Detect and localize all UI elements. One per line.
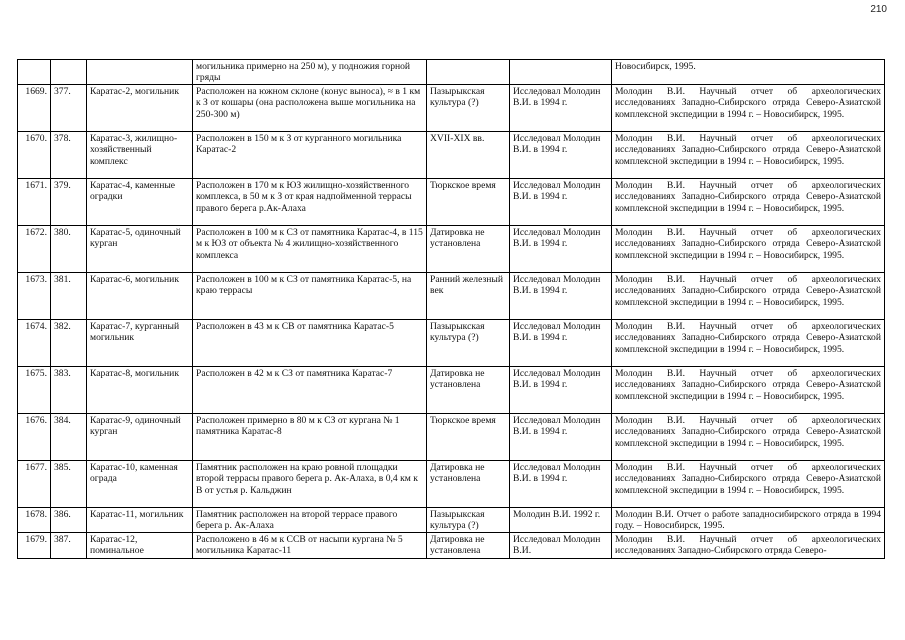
monument-period: Ранний железный век (427, 273, 510, 320)
monument-source: Молодин В.И. Отчет о работе западносибирского отряда в 1994 году. – Новосибирск, 1995. (612, 508, 885, 533)
monument-name: Каратас-10, каменная ограда (87, 461, 193, 508)
row-number: 1671. (18, 179, 51, 226)
row-index: 383. (51, 367, 87, 414)
monument-period: XVII-XIX вв. (427, 132, 510, 179)
monument-explorer: Исследовал Молодин В.И. в 1994 г. (510, 179, 612, 226)
monument-period: Датировка не установлена (427, 226, 510, 273)
monument-location: Памятник расположен на краю ровной площадки второй террасы правого берега р. Ак-Алаха, в 0,4 км к В от устья р. Кальджин (193, 461, 427, 508)
row-index: 386. (51, 508, 87, 533)
monument-location: Расположен в 100 м к СЗ от памятника Каратас-5, на краю террасы (193, 273, 427, 320)
row-number: 1670. (18, 132, 51, 179)
table-row (18, 85, 885, 132)
row-index: 380. (51, 226, 87, 273)
monument-period: Тюркское время (427, 414, 510, 461)
table-row (18, 273, 885, 320)
monument-period: Пазырыкская культура (?) (427, 508, 510, 533)
page-number: 210 (870, 4, 887, 15)
monument-name: Каратас-5, одиночный курган (87, 226, 193, 273)
row-index: 379. (51, 179, 87, 226)
monument-period: Пазырыкская культура (?) (427, 320, 510, 367)
monument-registry-table (17, 59, 885, 559)
monument-explorer: Исследовал Молодин В.И. в 1994 г. (510, 320, 612, 367)
monument-period: Датировка не установлена (427, 461, 510, 508)
monument-location: Расположен в 43 м к СВ от памятника Каратас-5 (193, 320, 427, 367)
row-number: 1679. (18, 532, 51, 558)
row-index: 384. (51, 414, 87, 461)
monument-location: Расположен в 170 м к ЮЗ жилищно-хозяйственного комплекса, в 50 м к З от края надпойменной террасы правого берега р.Ак-Алаха (193, 179, 427, 226)
continuation-name-cell (87, 60, 193, 85)
row-number: 1672. (18, 226, 51, 273)
table-row (18, 367, 885, 414)
table-row (18, 132, 885, 179)
monument-location: Расположен в 100 м к СЗ от памятника Каратас-4, в 115 м к ЮЗ от объекта № 4 жилищно-хозяйственного комплекса (193, 226, 427, 273)
monument-name: Каратас-12, поминальное (87, 532, 193, 558)
continuation-num-cell (18, 60, 51, 85)
monument-location: Расположен примерно в 80 м к СЗ от кургана № 1 памятника Каратас-8 (193, 414, 427, 461)
monument-location: Памятник расположен на второй террасе правого берега р. Ак-Алаха (193, 508, 427, 533)
monument-source: Молодин В.И. Научный отчет об археологических исследованиях Западно-Сибирского отряда Северо-Азиатской комплексной экспедиции в 1994 г. – Новосибирск, 1995. (612, 320, 885, 367)
continuation-source-cell: Новосибирск, 1995. (612, 60, 885, 85)
row-index: 377. (51, 85, 87, 132)
table-row (18, 320, 885, 367)
monument-name: Каратас-7, курганный могильник (87, 320, 193, 367)
monument-location: Расположен в 150 м к З от курганного могильника Каратас-2 (193, 132, 427, 179)
monument-source: Молодин В.И. Научный отчет об археологических исследованиях Западно-Сибирского отряда Северо-Азиатской комплексной экспедиции в 1994 г. – Новосибирск, 1995. (612, 226, 885, 273)
continuation-location-cell: могильника примерно на 250 м), у подножия горной гряды (193, 60, 427, 85)
table-row (18, 414, 885, 461)
row-number: 1677. (18, 461, 51, 508)
row-number: 1673. (18, 273, 51, 320)
table-row (18, 226, 885, 273)
row-number: 1678. (18, 508, 51, 533)
monument-source: Молодин В.И. Научный отчет об археологических исследованиях Западно-Сибирского отряда Северо-Азиатской комплексной экспедиции в 1994 г. – Новосибирск, 1995. (612, 132, 885, 179)
monument-explorer: Молодин В.И. 1992 г. (510, 508, 612, 533)
continuation-explorer-cell (510, 60, 612, 85)
row-index: 387. (51, 532, 87, 558)
monument-location: Расположен в 42 м к СЗ от памятника Каратас-7 (193, 367, 427, 414)
monument-period: Датировка не установлена (427, 367, 510, 414)
monument-location: Расположено в 46 м к ССВ от насыпи кургана № 5 могильника Каратас-11 (193, 532, 427, 558)
monument-explorer: Исследовал Молодин В.И. в 1994 г. (510, 414, 612, 461)
monument-name: Каратас-4, каменные оградки (87, 179, 193, 226)
monument-explorer: Исследовал Молодин В.И. в 1994 г. (510, 85, 612, 132)
row-index: 382. (51, 320, 87, 367)
row-index: 381. (51, 273, 87, 320)
monument-source: Молодин В.И. Научный отчет об археологических исследованиях Западно-Сибирского отряда Северо-Азиатской комплексной экспедиции в 1994 г. – Новосибирск, 1995. (612, 367, 885, 414)
monument-period: Тюркское время (427, 179, 510, 226)
monument-name: Каратас-8, могильник (87, 367, 193, 414)
monument-explorer: Исследовал Молодин В.И. в 1994 г. (510, 226, 612, 273)
row-number: 1676. (18, 414, 51, 461)
row-index: 385. (51, 461, 87, 508)
table-row (18, 508, 885, 533)
continuation-row (18, 60, 885, 85)
monument-explorer: Исследовал Молодин В.И. в 1994 г. (510, 273, 612, 320)
monument-source: Молодин В.И. Научный отчет об археологических исследованиях Западно-Сибирского отряда Северо-Азиатской комплексной экспедиции в 1994 г. – Новосибирск, 1995. (612, 85, 885, 132)
continuation-idx-cell (51, 60, 87, 85)
monument-explorer: Исследовал Молодин В.И. в 1994 г. (510, 367, 612, 414)
monument-name: Каратас-3, жилищно-хозяйственный комплекс (87, 132, 193, 179)
monument-name: Каратас-6, могильник (87, 273, 193, 320)
row-number: 1669. (18, 85, 51, 132)
monument-name: Каратас-9, одиночный курган (87, 414, 193, 461)
monument-explorer: Исследовал Молодин В.И. в 1994 г. (510, 132, 612, 179)
monument-source: Молодин В.И. Научный отчет об археологических исследованиях Западно-Сибирского отряда Северо-Азиатской комплексной экспедиции в 1994 г. – Новосибирск, 1995. (612, 461, 885, 508)
table-row (18, 179, 885, 226)
monument-explorer: Исследовал Молодин В.И. в 1994 г. (510, 461, 612, 508)
continuation-period-cell (427, 60, 510, 85)
row-number: 1675. (18, 367, 51, 414)
monument-location: Расположен на южном склоне (конус выноса), ≈ в 1 км к З от кошары (она расположена выше могильника на 250-300 м) (193, 85, 427, 132)
monument-source: Молодин В.И. Научный отчет об археологических исследованиях Западно-Сибирского отряда Северо- (612, 532, 885, 558)
row-index: 378. (51, 132, 87, 179)
monument-source: Молодин В.И. Научный отчет об археологических исследованиях Западно-Сибирского отряда Северо-Азиатской комплексной экспедиции в 1994 г. – Новосибирск, 1995. (612, 179, 885, 226)
monument-source: Молодин В.И. Научный отчет об археологических исследованиях Западно-Сибирского отряда Северо-Азиатской комплексной экспедиции в 1994 г. – Новосибирск, 1995. (612, 273, 885, 320)
row-number: 1674. (18, 320, 51, 367)
monument-name: Каратас-11, могильник (87, 508, 193, 533)
table-row (18, 532, 885, 558)
monument-source: Молодин В.И. Научный отчет об археологических исследованиях Западно-Сибирского отряда Северо-Азиатской комплексной экспедиции в 1994 г. – Новосибирск, 1995. (612, 414, 885, 461)
monument-explorer: Исследовал Молодин В.И. (510, 532, 612, 558)
table-row (18, 461, 885, 508)
monument-name: Каратас-2, могильник (87, 85, 193, 132)
monument-period: Пазырыкская культура (?) (427, 85, 510, 132)
monument-period: Датировка не установлена (427, 532, 510, 558)
